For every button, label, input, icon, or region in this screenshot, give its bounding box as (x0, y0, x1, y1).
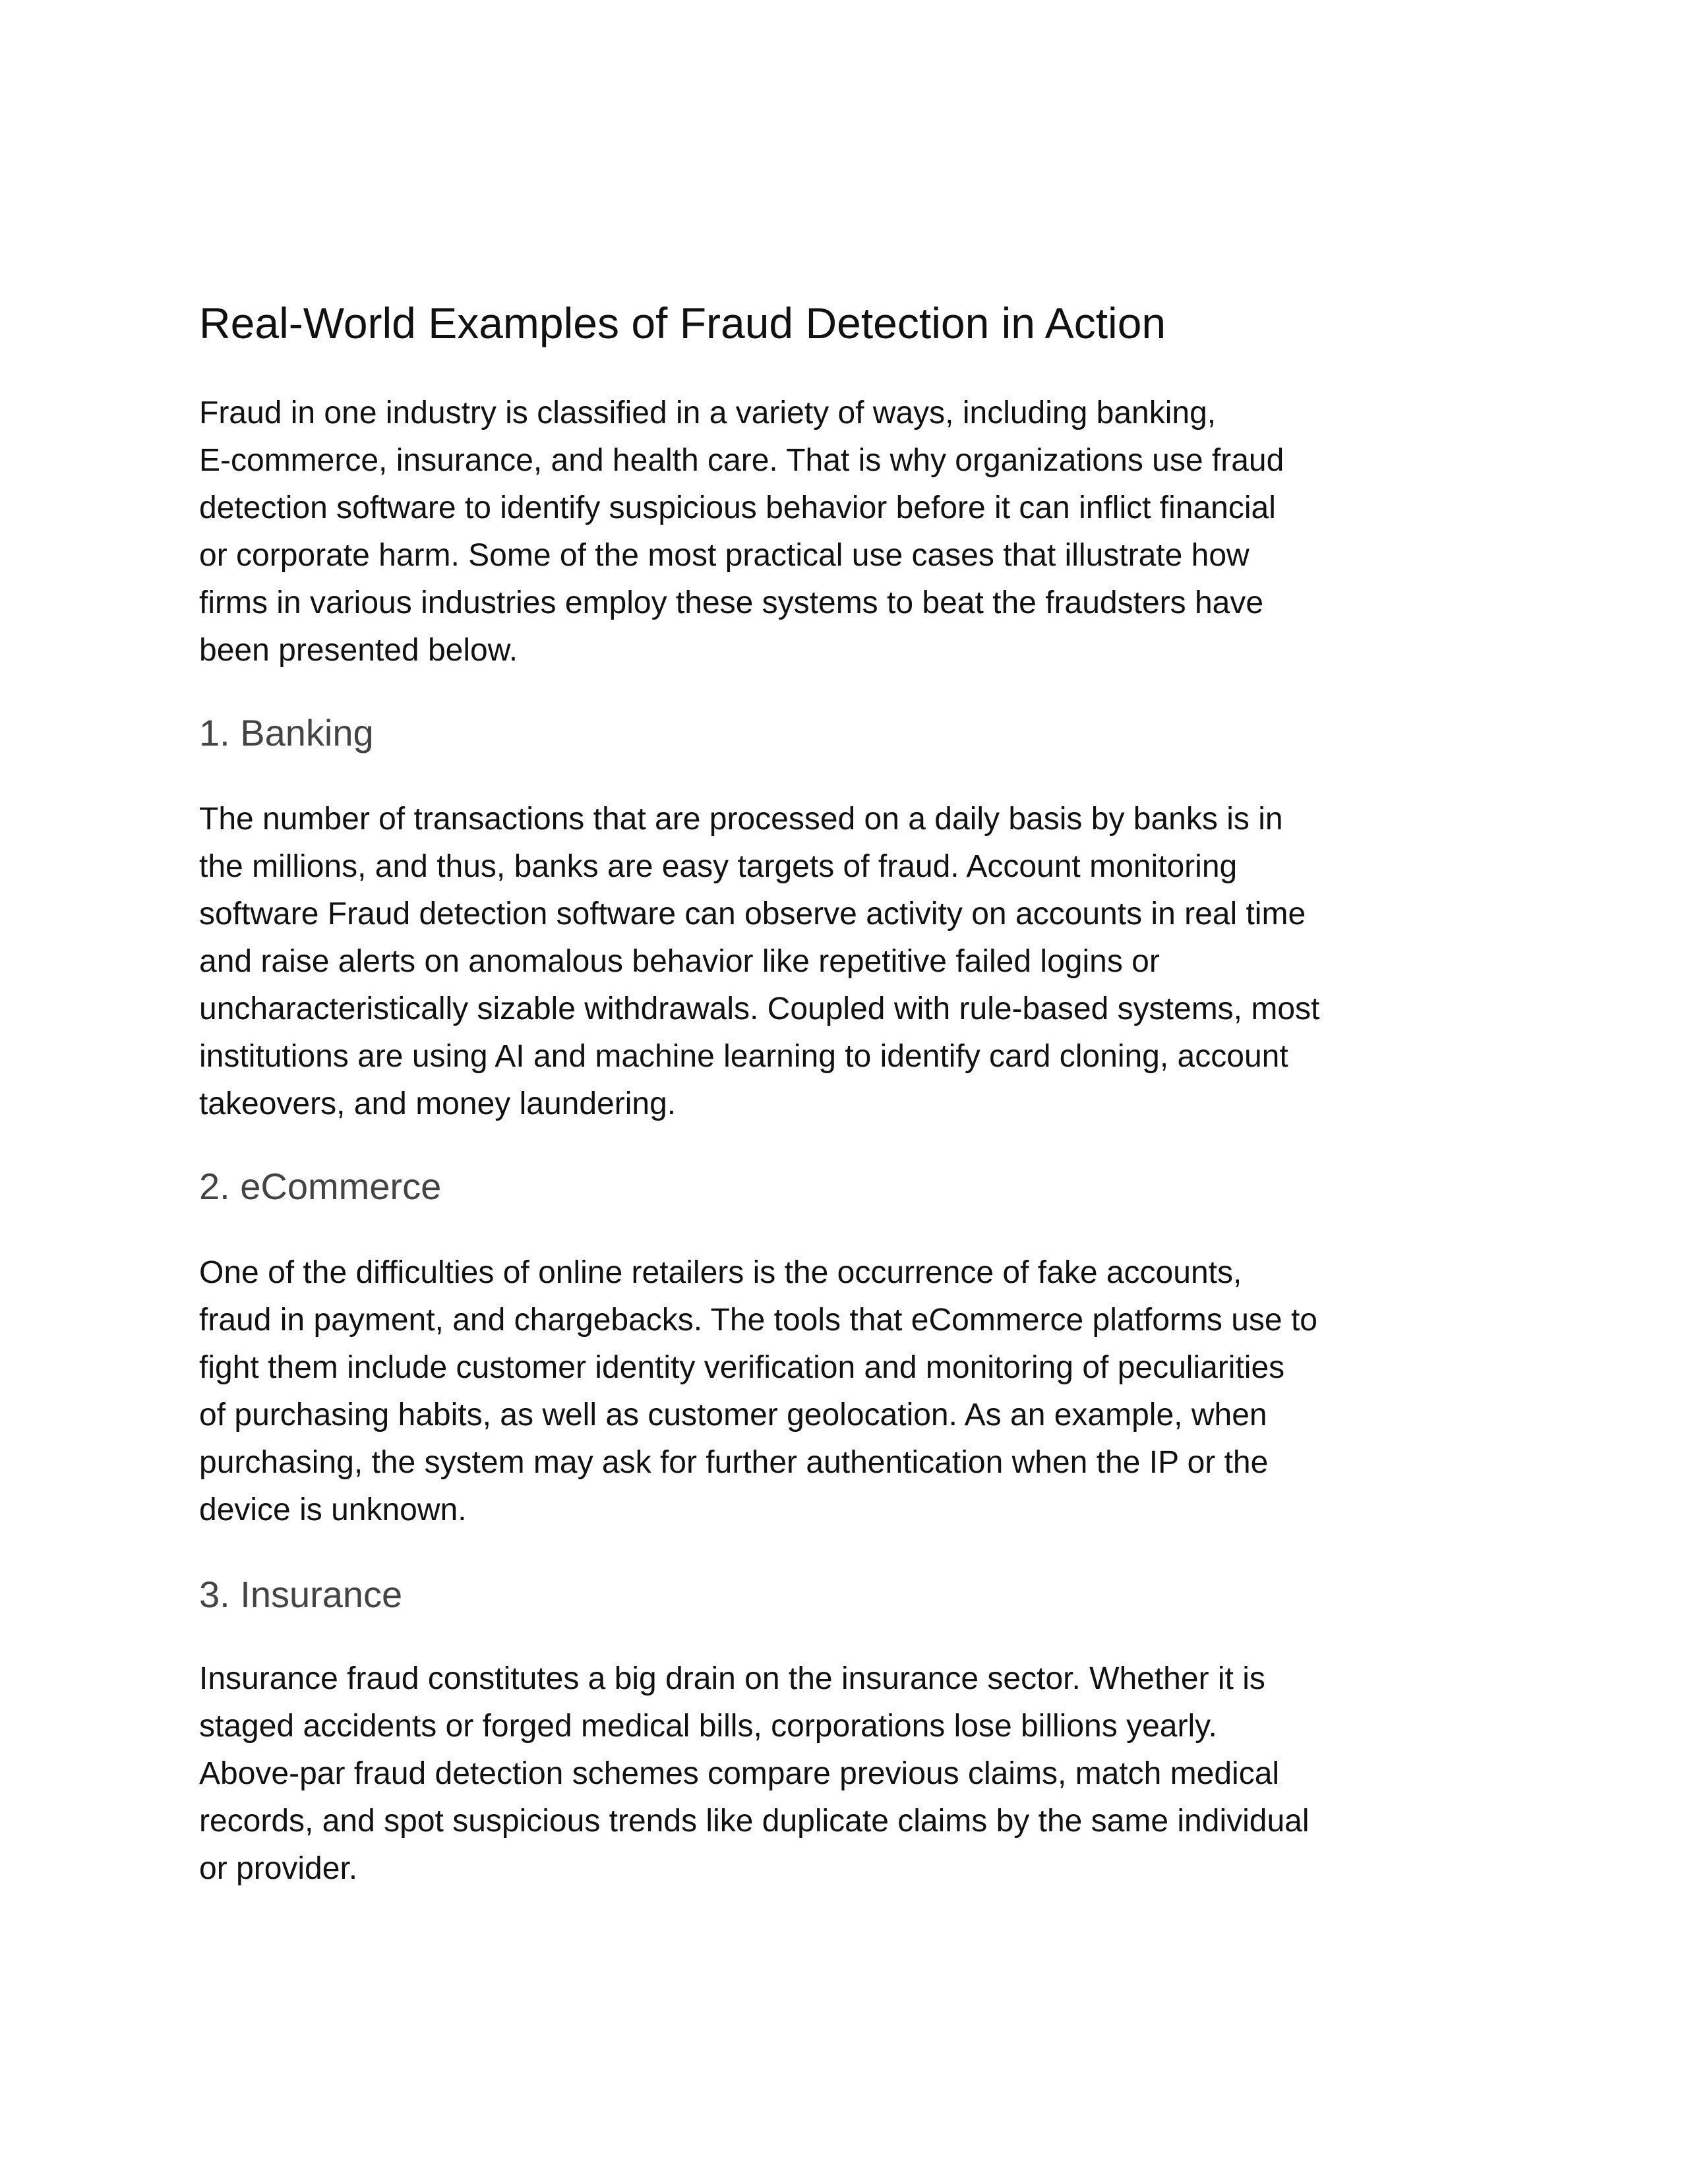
insurance-paragraph (199, 1655, 1310, 1893)
ecommerce-paragraph (199, 1249, 1317, 1534)
text-line: and raise alerts on anomalous behavior like repetitive failed logins or (199, 944, 1160, 979)
text-line: firms in various industries employ these systems to beat the fraudsters have (199, 585, 1264, 620)
banking-paragraph (199, 796, 1319, 1128)
text-line: fraud in payment, and chargebacks. The tools that eCommerce platforms use to (199, 1303, 1317, 1338)
section-heading-ecommerce: 2. eCommerce (199, 1166, 442, 1207)
text-line: device is unknown. (199, 1492, 467, 1527)
text-line: Fraud in one industry is classified in a variety of ways, including banking, (199, 396, 1217, 430)
text-line: detection software to identify suspicious behavior before it can inflict financial (199, 490, 1276, 525)
text-line: purchasing, the system may ask for further authentication when the IP or the (199, 1445, 1269, 1480)
text-line: institutions are using AI and machine learning to identify card cloning, account (199, 1039, 1288, 1074)
text-line: takeovers, and money laundering. (199, 1086, 677, 1121)
text-line: uncharacteristically sizable withdrawals. Coupled with rule-based systems, most (199, 991, 1320, 1026)
text-line: been presented below. (199, 633, 518, 668)
text-line: The number of transactions that are processed on a daily basis by banks is in (199, 802, 1283, 837)
text-line: or corporate harm. Some of the most practical use cases that illustrate how (199, 538, 1250, 573)
text-line: staged accidents or forged medical bills, corporations lose billions yearly. (199, 1709, 1217, 1744)
section-heading-banking: 1. Banking (199, 712, 374, 753)
page-title: Real-World Examples of Fraud Detection in Action (199, 299, 1166, 347)
text-line: of purchasing habits, as well as customer geolocation. As an example, when (199, 1398, 1267, 1432)
section-heading-insurance: 3. Insurance (199, 1574, 403, 1615)
text-line: One of the difficulties of online retailers is the occurrence of fake accounts, (199, 1255, 1242, 1290)
text-line: E-commerce, insurance, and health care. That is why organizations use fraud (199, 443, 1284, 478)
text-line: records, and spot suspicious trends like duplicate claims by the same individual (199, 1804, 1310, 1839)
text-line: the millions, and thus, banks are easy targets of fraud. Account monitoring (199, 849, 1238, 884)
text-line: Above-par fraud detection schemes compare previous claims, match medical (199, 1756, 1280, 1791)
intro-paragraph (199, 390, 1284, 674)
text-line: software Fraud detection software can observe activity on accounts in real time (199, 897, 1306, 931)
text-line: Insurance fraud constitutes a big drain on the insurance sector. Whether it is (199, 1661, 1265, 1696)
text-line: fight them include customer identity verification and monitoring of peculiarities (199, 1350, 1285, 1385)
text-line: or provider. (199, 1851, 358, 1886)
